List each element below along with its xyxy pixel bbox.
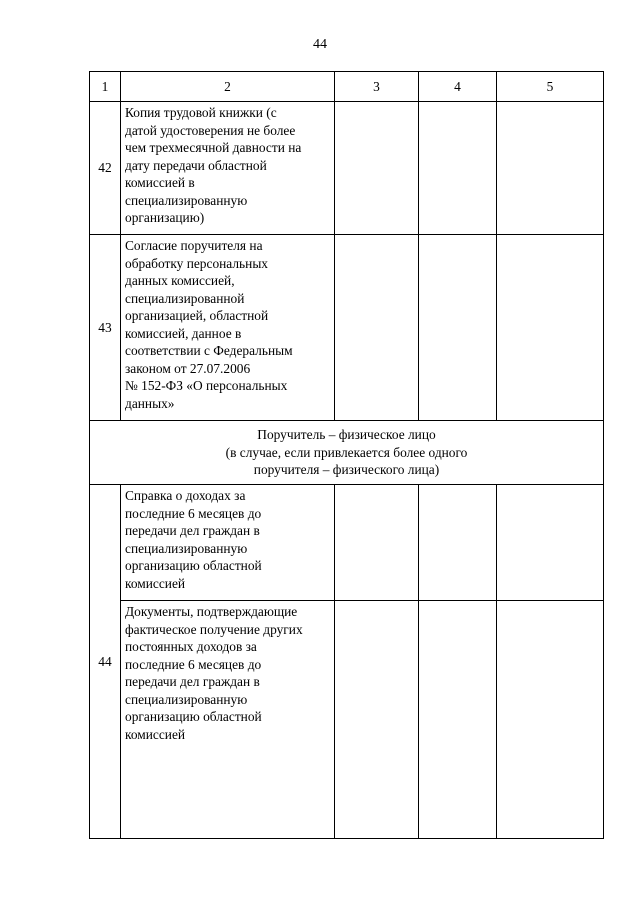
document-table: [89, 71, 604, 839]
text-line: Согласие поручителя на: [125, 238, 263, 253]
empty-cell: [335, 485, 419, 601]
empty-cell: [497, 102, 604, 235]
row-number: 42: [90, 102, 121, 235]
text-line: организацией, областной: [125, 308, 269, 323]
empty-cell: [497, 485, 604, 601]
text-line: Справка о доходах за: [125, 488, 246, 503]
empty-cell: [497, 235, 604, 421]
text-line: специализированную: [125, 691, 248, 707]
section-subtitle: (в случае, если привлекается более одного: [225, 444, 468, 460]
text-line: Копия трудовой книжки (с: [125, 105, 277, 120]
text-line: обработку персональных: [125, 255, 269, 271]
row-description: [121, 235, 335, 421]
row-number: 44: [90, 485, 121, 839]
text-line: комиссией: [125, 575, 186, 591]
row-description: [121, 485, 335, 601]
text-line: организацию областной: [125, 558, 262, 573]
table-row-44-b: [90, 601, 604, 839]
row-number: 43: [90, 235, 121, 421]
text-line: организацию): [125, 210, 205, 225]
empty-cell: [419, 601, 497, 839]
text-line: данных комиссией,: [125, 273, 235, 288]
section-subtitle: поручителя – физического лица): [253, 462, 440, 478]
empty-cell: [419, 485, 497, 601]
empty-cell: [335, 102, 419, 235]
text-line: фактическое получение других: [125, 621, 303, 637]
table-header-row: [90, 72, 604, 102]
text-line: датой удостоверения не более: [125, 122, 296, 138]
column-header-2: 2: [121, 72, 335, 102]
text-line: специализированной: [125, 290, 245, 306]
column-header-5: 5: [497, 72, 604, 102]
row-description: [121, 102, 335, 235]
empty-cell: [419, 235, 497, 421]
text-line: передачи дел граждан в: [125, 523, 260, 538]
column-header-4: 4: [419, 72, 497, 102]
text-line: Документы, подтверждающие: [125, 604, 298, 619]
section-header-row: [90, 421, 604, 485]
text-line: законом от 27.07.2006: [125, 360, 251, 376]
text-line: соответствии с Федеральным: [125, 343, 293, 358]
section-header: [90, 421, 604, 485]
empty-cell: [335, 235, 419, 421]
page-number: 44: [313, 37, 327, 52]
text-line: передачи дел граждан в: [125, 674, 260, 689]
text-line: постоянных доходов за: [125, 639, 257, 654]
text-line: данных»: [125, 395, 175, 411]
text-line: комиссией в: [125, 175, 195, 190]
text-line: организацию областной: [125, 709, 262, 724]
text-line: комиссией, данное в: [125, 325, 242, 341]
section-title: Поручитель – физическое лицо: [257, 427, 436, 443]
empty-cell: [419, 102, 497, 235]
column-header-3: 3: [335, 72, 419, 102]
table-row-43: [90, 235, 604, 421]
text-line: чем трехмесячной давности на: [125, 140, 302, 155]
text-line: комиссией: [125, 726, 186, 742]
text-line: дату передачи областной: [125, 157, 267, 173]
table-row-42: [90, 102, 604, 235]
row-description: [121, 601, 335, 839]
column-header-1: 1: [90, 72, 121, 102]
text-line: специализированную: [125, 540, 248, 556]
text-line: № 152-ФЗ «О персональных: [125, 378, 288, 393]
empty-cell: [335, 601, 419, 839]
text-line: последние 6 месяцев до: [125, 656, 262, 672]
text-line: специализированную: [125, 192, 248, 208]
table-row-44-a: [90, 485, 604, 601]
text-line: последние 6 месяцев до: [125, 505, 262, 521]
empty-cell: [497, 601, 604, 839]
